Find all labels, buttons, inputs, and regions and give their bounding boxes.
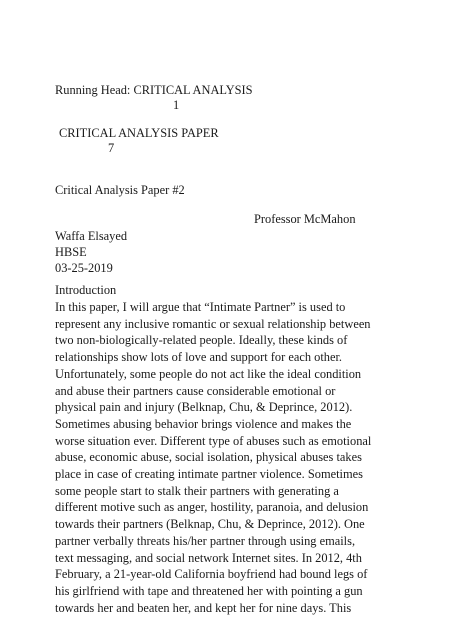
paragraph-line: different motive such as anger, hostility, paranoia, and delusion bbox=[55, 500, 369, 515]
paper-title: Critical Analysis Paper #2 bbox=[55, 183, 185, 197]
paragraph-line: Unfortunately, some people do not act like the ideal condition bbox=[55, 366, 362, 381]
professor-name: Professor McMahon bbox=[254, 212, 356, 226]
paragraph-line: partner verbally threats his/her partner through using emails, bbox=[55, 533, 356, 548]
title-page-number: 7 bbox=[108, 141, 115, 155]
section-heading: Introduction bbox=[55, 283, 117, 297]
paragraph-line: abuse, economic abuse, social isolation, physical abuses takes bbox=[55, 450, 362, 465]
paragraph-line: worse situation ever. Different type of abuses such as emotional bbox=[55, 433, 372, 448]
paragraph-line: and abuse their partners cause considerable emotional or bbox=[55, 383, 336, 398]
paragraph-line: February, a 21-year-old California boyfriend had bound legs of bbox=[55, 567, 368, 582]
paragraph-line: some people start to stalk their partners with generating a bbox=[55, 483, 339, 498]
paragraph-line: relationships show lots of love and support for each other. bbox=[55, 350, 342, 365]
paragraph-line: represent any inclusive romantic or sexual relationship between bbox=[55, 316, 371, 331]
paper-date: 03-25-2019 bbox=[55, 261, 113, 275]
introduction-paragraph bbox=[55, 299, 400, 616]
running-head: Running Head: CRITICAL ANALYSIS bbox=[55, 83, 253, 97]
paragraph-line: towards her and beaten her, and kept her for nine days. This bbox=[55, 600, 352, 615]
paragraph-line: physical pain and injury (Belknap, Chu, & Deprince, 2012). bbox=[55, 400, 353, 415]
paragraph-line: Sometimes abusing behavior brings violence and makes the bbox=[55, 416, 352, 431]
paragraph-line: two non-biologically-related people. Ideally, these kinds of bbox=[55, 333, 348, 348]
course-name: HBSE bbox=[55, 245, 87, 259]
paragraph-line: In this paper, I will argue that “Intimate Partner” is used to bbox=[55, 300, 346, 314]
paragraph-line: text messaging, and social network Internet sites. In 2012, 4th bbox=[55, 550, 362, 565]
paragraph-line: towards their partners (Belknap, Chu, & Deprince, 2012). One bbox=[55, 517, 365, 532]
running-head-page-number: 1 bbox=[173, 98, 180, 112]
title-line: CRITICAL ANALYSIS PAPER bbox=[59, 126, 219, 140]
author-name: Waffa Elsayed bbox=[55, 229, 128, 243]
paragraph-line: his girlfriend with tape and threatened her with pointing a gun bbox=[55, 583, 363, 598]
paragraph-line: place in case of creating intimate partner violence. Sometimes bbox=[55, 467, 363, 482]
